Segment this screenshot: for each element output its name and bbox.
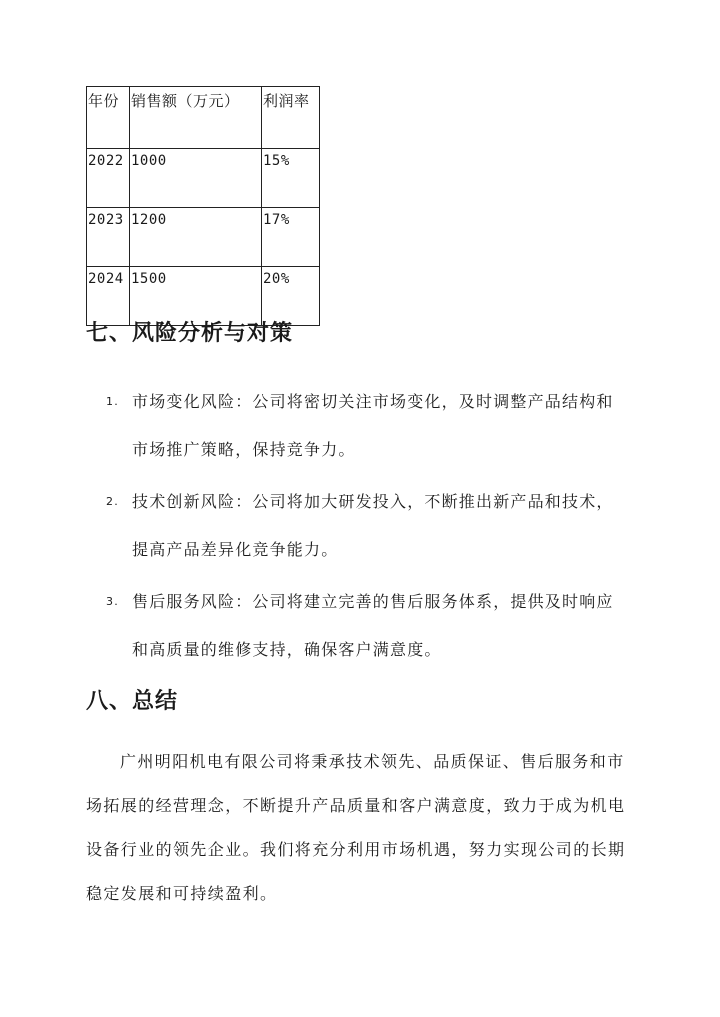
header-profit-rate: 利润率 <box>262 87 320 149</box>
list-item-number: 3. <box>106 595 119 608</box>
cell-profit-rate: 15% <box>262 149 320 208</box>
table-row <box>87 149 320 208</box>
cell-year: 2022 <box>87 149 130 208</box>
cell-year: 2023 <box>87 208 130 267</box>
header-sales: 销售额（万元） <box>130 87 262 149</box>
section-8-heading: 八、总结 <box>86 688 179 714</box>
header-year: 年份 <box>87 87 130 149</box>
list-item-text: 售后服务风险：公司将建立完善的售后服务体系，提供及时响应和高质量的维修支持，确保客户满意度。 <box>132 592 614 659</box>
cell-profit-rate: 20% <box>262 267 320 326</box>
table-header-row <box>87 87 320 149</box>
list-item <box>106 478 626 574</box>
cell-profit-rate: 17% <box>262 208 320 267</box>
list-item-number: 2. <box>106 495 119 508</box>
cell-sales: 1500 <box>130 267 262 326</box>
summary-paragraph: 广州明阳机电有限公司将秉承技术领先、品质保证、售后服务和市场拓展的经营理念，不断提升产品质量和客户满意度，致力于成为机电设备行业的领先企业。我们将充分利用市场机遇，努力实现公司的长期稳定发展和可持续盈利。 <box>86 752 626 903</box>
table-row <box>87 208 320 267</box>
cell-year: 2024 <box>87 267 130 326</box>
list-item <box>106 378 626 474</box>
list-item <box>106 578 626 674</box>
list-item-number: 1. <box>106 395 119 408</box>
cell-sales: 1200 <box>130 208 262 267</box>
list-item-text: 市场变化风险：公司将密切关注市场变化，及时调整产品结构和市场推广策略，保持竞争力。 <box>132 392 614 459</box>
section-7-heading: 七、风险分析与对策 <box>86 320 294 346</box>
sales-table <box>86 86 320 326</box>
risk-list <box>106 378 626 678</box>
list-item-text: 技术创新风险：公司将加大研发投入，不断推出新产品和技术，提高产品差异化竞争能力。 <box>132 492 614 559</box>
cell-sales: 1000 <box>130 149 262 208</box>
